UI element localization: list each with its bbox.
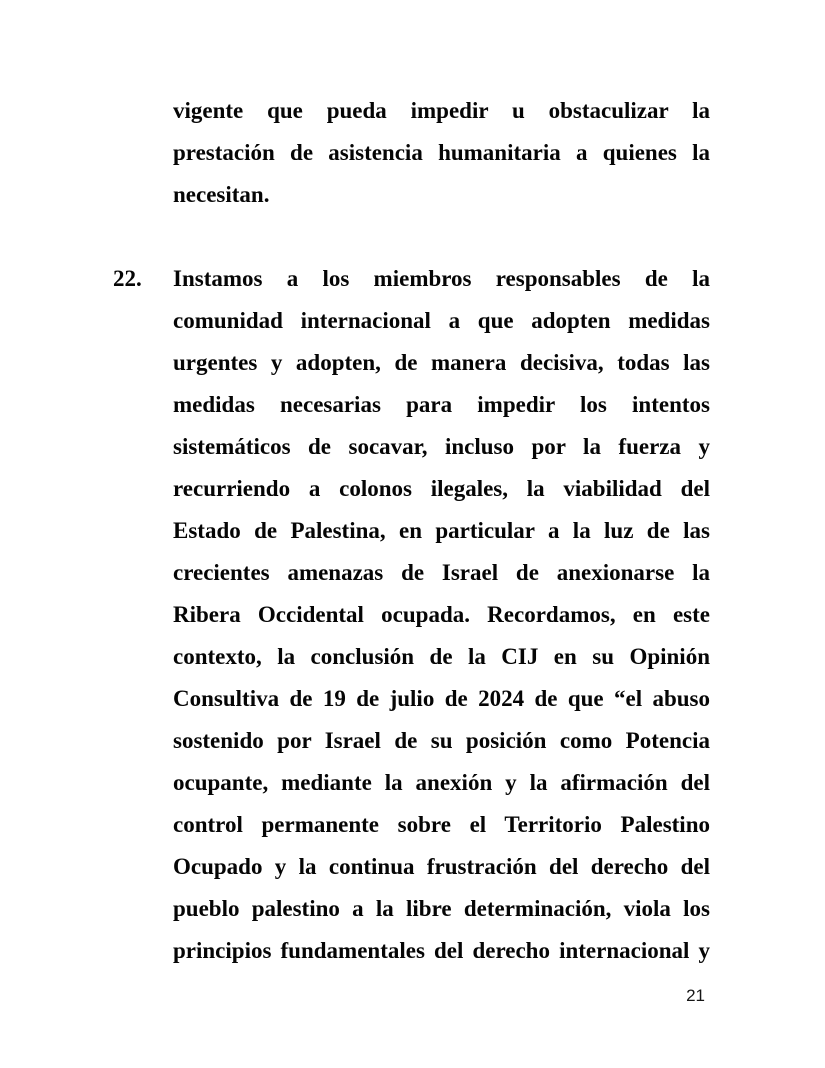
text-line: medidas necesarias para impedir los intentos: [173, 392, 710, 417]
text-line: principios fundamentales del derecho internacional y: [173, 938, 710, 963]
text-line: vigente que pueda impedir u obstaculizar la: [173, 98, 710, 123]
paragraph-22: [113, 258, 710, 972]
text-line: Ribera Occidental ocupada. Recordamos, en este: [173, 602, 710, 627]
paragraph-number: 22.: [113, 266, 142, 291]
text-line: sostenido por Israel de su posición como Potencia: [173, 728, 710, 753]
paragraph-continuation: [173, 90, 710, 216]
text-line: Instamos a los miembros responsables de la: [173, 266, 710, 291]
text-line: Consultiva de 19 de julio de 2024 de que “el abuso: [173, 686, 710, 711]
text-line: Ocupado y la continua frustración del derecho del: [173, 854, 710, 879]
text-line: recurriendo a colonos ilegales, la viabilidad del: [173, 476, 710, 501]
page-number: 21: [686, 986, 705, 1005]
document-body: [113, 90, 710, 972]
text-line: contexto, la conclusión de la CIJ en su Opinión: [173, 644, 710, 669]
text-line: ocupante, mediante la anexión y la afirmación del: [173, 770, 710, 795]
text-line: crecientes amenazas de Israel de anexionarse la: [173, 560, 710, 585]
text-line: Estado de Palestina, en particular a la luz de las: [173, 518, 710, 543]
text-line: urgentes y adopten, de manera decisiva, todas las: [173, 350, 710, 375]
text-line: sistemáticos de socavar, incluso por la fuerza y: [173, 434, 710, 459]
text-line: comunidad internacional a que adopten medidas: [173, 308, 710, 333]
text-line: pueblo palestino a la libre determinación, viola los: [173, 896, 710, 921]
text-line: prestación de asistencia humanitaria a quienes la: [173, 140, 710, 165]
text-line: control permanente sobre el Territorio Palestino: [173, 812, 710, 837]
text-line: necesitan.: [173, 182, 270, 207]
